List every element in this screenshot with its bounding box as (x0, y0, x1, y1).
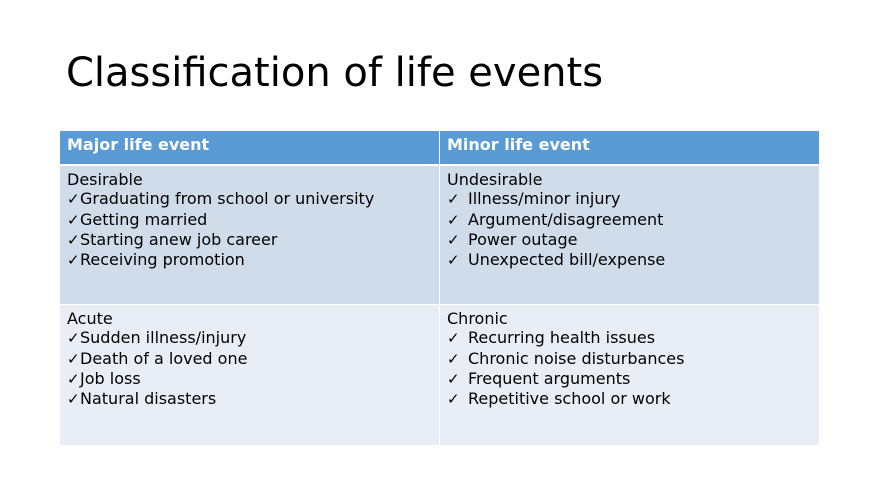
list-item (67, 349, 439, 369)
header-major-life-event: Major life event (60, 131, 439, 166)
list-item-text: Receiving promotion (80, 250, 245, 270)
cell-chronic (439, 305, 819, 445)
checkmark-icon: ✓ (67, 329, 80, 348)
list-item-text: Starting anew job career (80, 229, 278, 249)
checkmark-icon: ✓ (447, 349, 460, 368)
list-item (447, 250, 819, 270)
list-item (447, 328, 819, 348)
checkmark-icon: ✓ (67, 349, 80, 368)
list-item (67, 210, 439, 230)
list-item-text: Job loss (80, 368, 141, 388)
checkmark-icon: ✓ (447, 230, 460, 249)
checkmark-icon: ✓ (447, 369, 460, 388)
table-row (60, 305, 819, 445)
checkmark-icon: ✓ (447, 390, 460, 409)
checkmark-icon: ✓ (67, 251, 80, 270)
list-item-text: Chronic noise disturbances (468, 348, 685, 368)
list-item (67, 389, 439, 409)
checkmark-icon: ✓ (67, 210, 80, 229)
list-item (447, 230, 819, 250)
list-item-text: Recurring health issues (468, 328, 656, 348)
cell-acute (60, 305, 439, 445)
list-item-text: Death of a loved one (80, 348, 248, 368)
event-list (447, 189, 819, 270)
life-events-table (60, 131, 819, 445)
list-item (447, 210, 819, 230)
list-item-text: Repetitive school or work (468, 389, 671, 409)
list-item-text: Natural disasters (80, 389, 217, 409)
list-item-text: Unexpected bill/expense (468, 250, 666, 270)
cell-heading: Chronic (447, 309, 508, 328)
list-item-text: Graduating from school or university (80, 189, 375, 209)
table-row (60, 166, 819, 305)
checkmark-icon: ✓ (447, 251, 460, 270)
list-item-text: Frequent arguments (468, 368, 631, 388)
cell-desirable (60, 166, 439, 305)
list-item (67, 369, 439, 389)
cell-heading: Acute (67, 309, 113, 328)
list-item (67, 328, 439, 348)
list-item (447, 189, 819, 209)
event-list (67, 189, 439, 270)
list-item (447, 349, 819, 369)
cell-heading: Undesirable (447, 170, 543, 189)
list-item-text: Argument/disagreement (468, 209, 664, 229)
list-item (67, 250, 439, 270)
checkmark-icon: ✓ (447, 329, 460, 348)
list-item-text: Illness/minor injury (468, 189, 621, 209)
checkmark-icon: ✓ (67, 390, 80, 409)
checkmark-icon: ✓ (447, 210, 460, 229)
list-item (67, 230, 439, 250)
cell-heading: Desirable (67, 170, 143, 189)
event-list (67, 328, 439, 409)
list-item (447, 389, 819, 409)
list-item-text: Sudden illness/injury (80, 328, 247, 348)
header-minor-life-event: Minor life event (439, 131, 819, 166)
list-item-text: Power outage (468, 229, 578, 249)
checkmark-icon: ✓ (67, 190, 80, 209)
checkmark-icon: ✓ (447, 190, 460, 209)
list-item (447, 369, 819, 389)
slide-title: Classification of life events (66, 50, 604, 96)
list-item (67, 189, 439, 209)
table-header-row (60, 131, 819, 166)
list-item-text: Getting married (80, 209, 208, 229)
checkmark-icon: ✓ (67, 230, 80, 249)
event-list (447, 328, 819, 409)
cell-undesirable (439, 166, 819, 305)
checkmark-icon: ✓ (67, 369, 80, 388)
